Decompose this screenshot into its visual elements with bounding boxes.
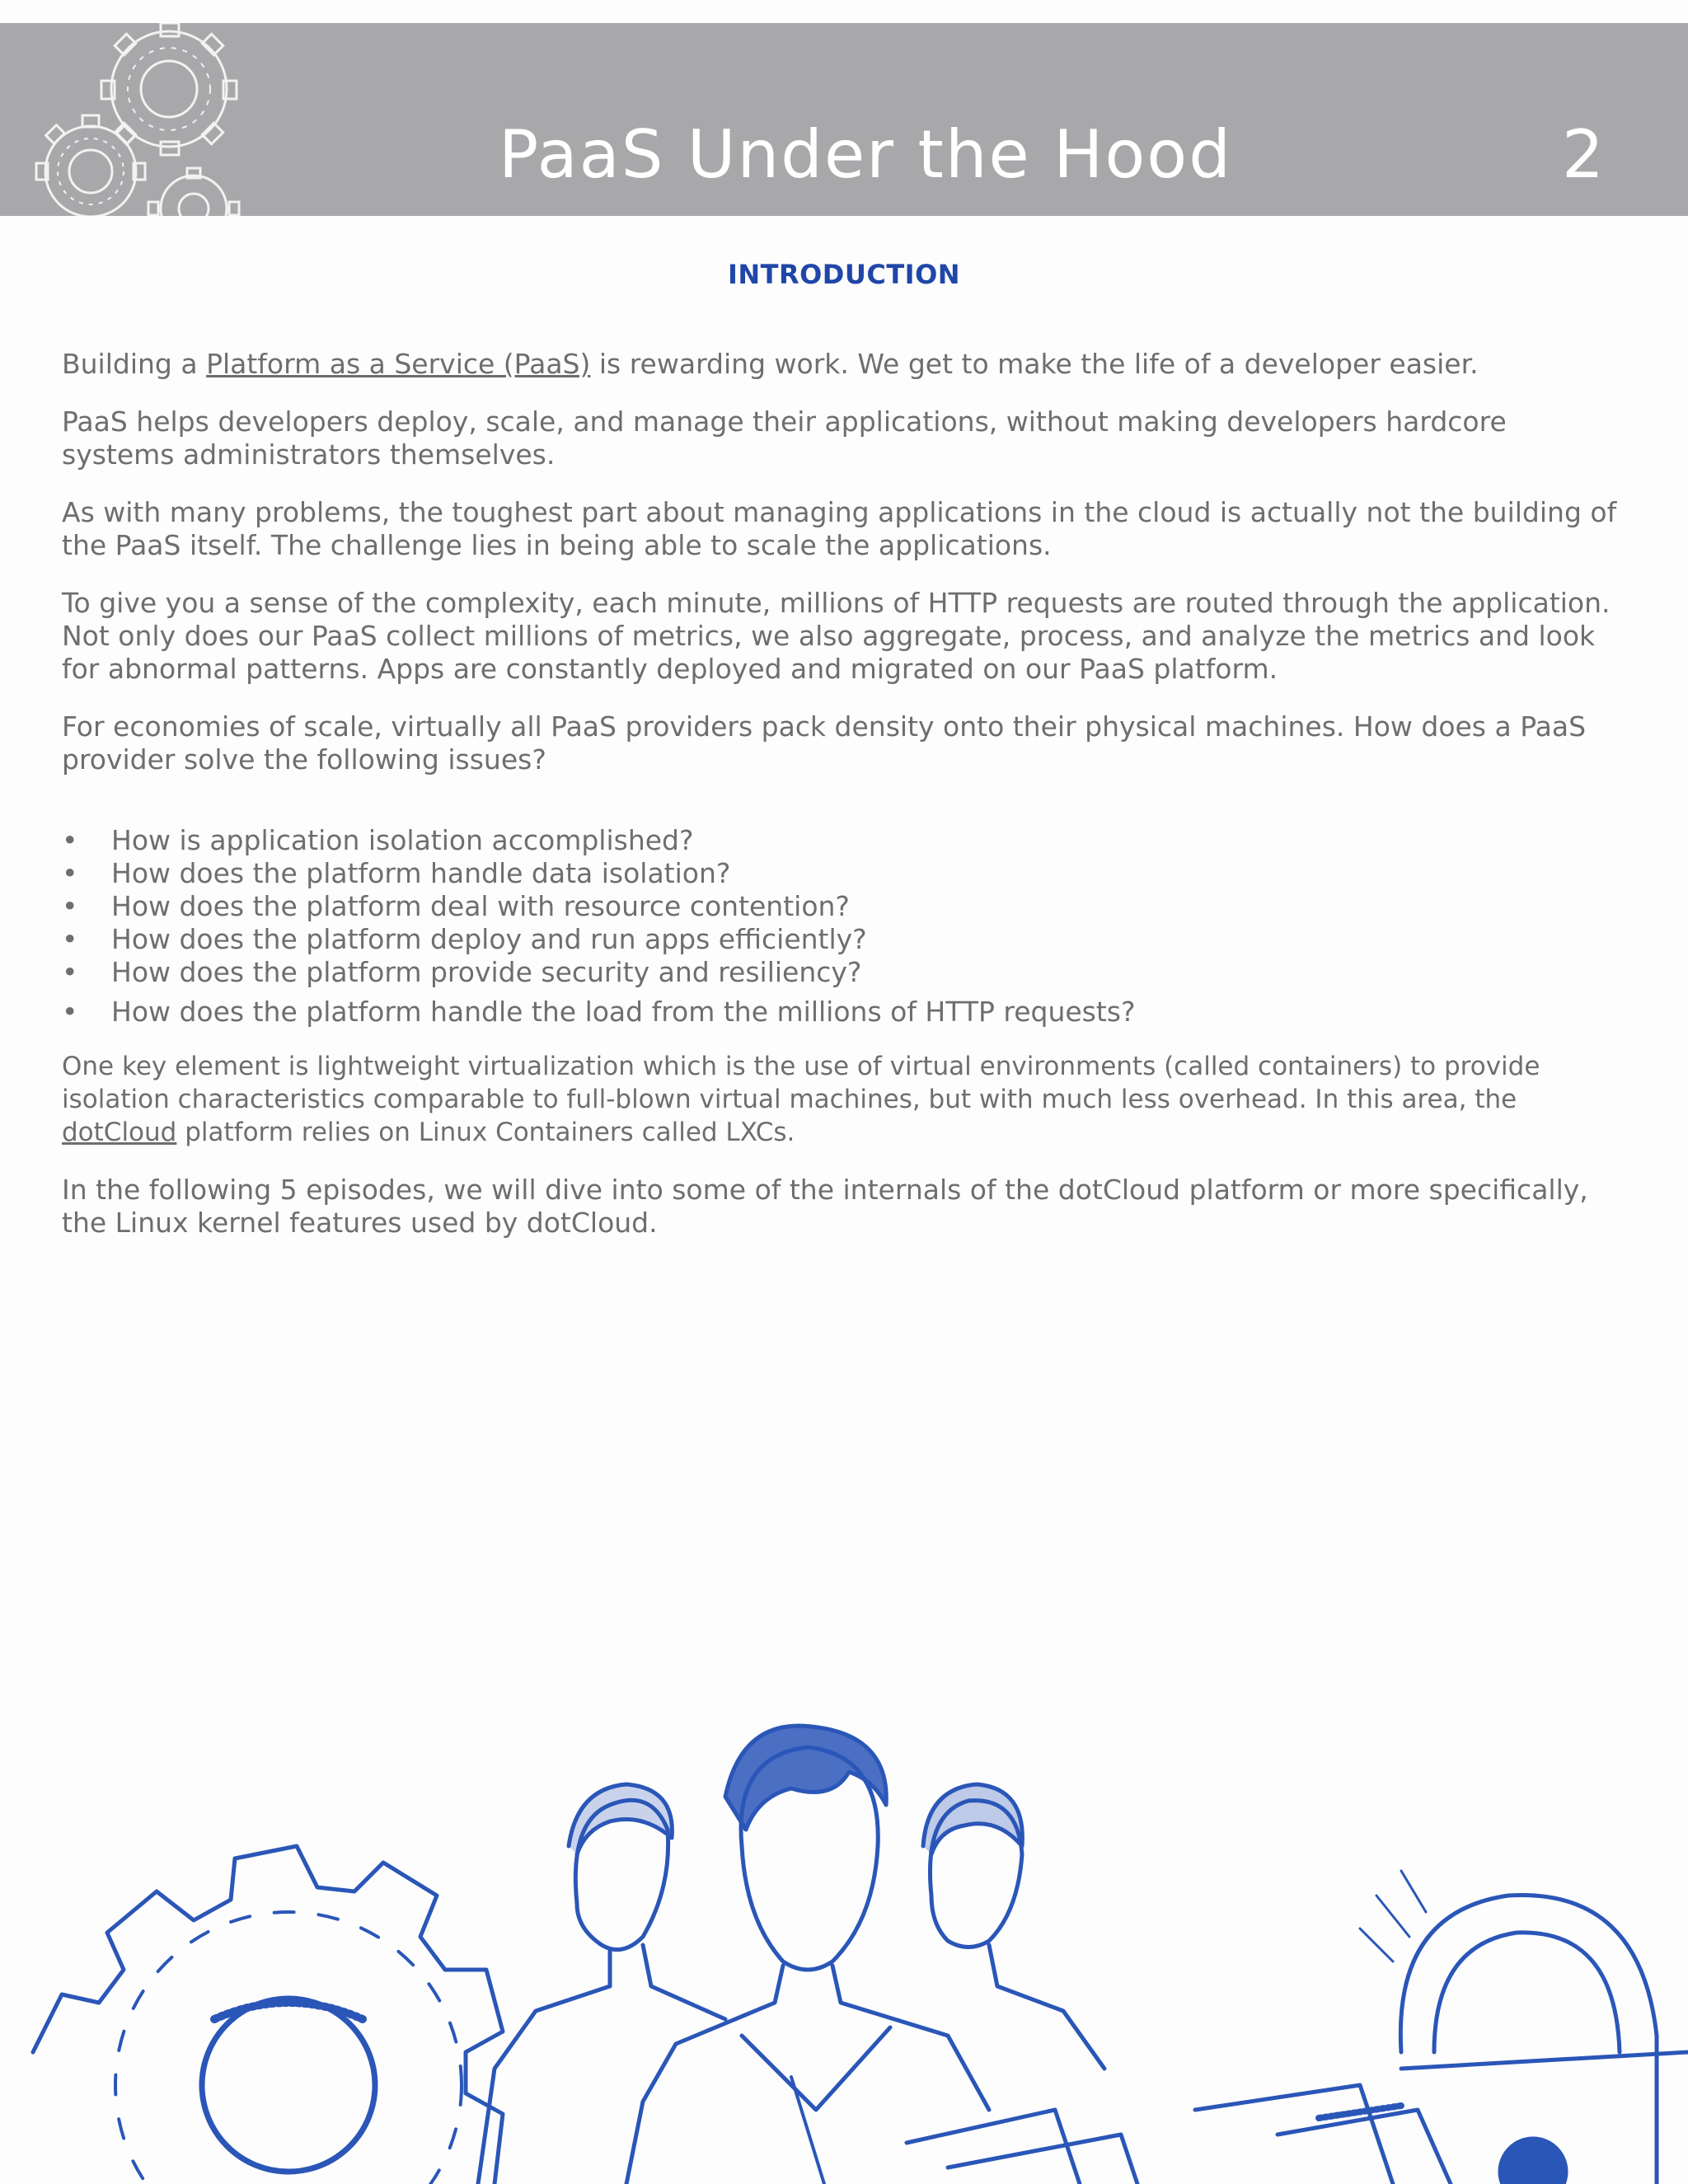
list-item-text: How does the platform handle the load from the millions of HTTP requests? bbox=[111, 996, 1136, 1028]
bullet-icon: • bbox=[62, 857, 78, 889]
header-banner bbox=[0, 23, 1688, 216]
bullet-icon: • bbox=[62, 996, 78, 1028]
padlock-icon bbox=[1360, 1871, 1688, 2184]
list-item-text: How does the platform deploy and run apps efficiently? bbox=[111, 923, 867, 955]
person-left bbox=[478, 1784, 725, 2184]
paragraph-lightweight-virtualization bbox=[62, 1050, 1624, 1149]
dotcloud-link[interactable]: dotCloud bbox=[62, 1118, 177, 1147]
page-title: PaaS Under the Hood bbox=[499, 116, 1233, 193]
list-item-text: How does the platform deal with resource contention? bbox=[111, 890, 850, 922]
bullet-icon: • bbox=[62, 923, 78, 955]
bullet-icon: • bbox=[62, 824, 78, 856]
gear-icon bbox=[33, 1846, 503, 2184]
folders-icon bbox=[907, 2085, 1451, 2184]
paragraph-economies: For economies of scale, virtually all PaaS providers pack density onto their physical machines. How does a PaaS provider solve the following issues? bbox=[62, 710, 1587, 776]
list-item bbox=[62, 956, 1624, 989]
paragraph-intro bbox=[62, 348, 1624, 381]
paragraph-text: One key element is lightweight virtualization which is the use of virtual environments (called containers) to provide isolation characteristics comparable to full-blown virtual machines, but with much less overhead. In this area, the bbox=[62, 1052, 1540, 1114]
issues-list bbox=[62, 824, 1624, 1029]
list-item bbox=[62, 857, 1624, 890]
paragraph-text: is rewarding work. We get to make the life of a developer easier. bbox=[590, 348, 1479, 380]
list-item bbox=[62, 890, 1624, 923]
list-item-text: How does the platform handle data isolation? bbox=[111, 857, 731, 889]
list-item-text: How does the platform provide security and resiliency? bbox=[111, 956, 862, 988]
body-content bbox=[62, 348, 1624, 1264]
paragraph-text: Building a bbox=[62, 348, 207, 380]
page-number: 2 bbox=[1562, 116, 1604, 193]
person-center bbox=[626, 1726, 989, 2184]
list-item-text: How is application isolation accomplished? bbox=[111, 824, 694, 856]
list-item bbox=[62, 996, 1624, 1029]
list-item bbox=[62, 923, 1624, 956]
bullet-icon: • bbox=[62, 956, 78, 988]
paragraph-toughest-part: As with many problems, the toughest part about managing applications in the cloud is actually not the building of the PaaS itself. The challenge lies in being able to scale the applications. bbox=[62, 496, 1617, 561]
team-gear-padlock-illustration bbox=[0, 1722, 1688, 2184]
paragraph-episodes: In the following 5 episodes, we will dive into some of the internals of the dotCloud platform or more specifically, the Linux kernel features used by dotCloud. bbox=[62, 1174, 1588, 1239]
paas-link[interactable]: Platform as a Service (PaaS) bbox=[206, 348, 591, 380]
paragraph-complexity: To give you a sense of the complexity, each minute, millions of HTTP requests are routed through the application. Not only does our PaaS collect millions of metrics, we also aggregate, process, and analyze the metrics and look for abnormal patterns. Apps are constantly deployed and migrated on our PaaS platform. bbox=[62, 587, 1611, 685]
paragraph-text: platform relies on Linux Containers called LXCs. bbox=[176, 1118, 795, 1147]
bullet-icon: • bbox=[62, 890, 78, 922]
list-item bbox=[62, 824, 1624, 857]
paragraph-paas-helps: PaaS helps developers deploy, scale, and manage their applications, without making developers hardcore systems administrators themselves. bbox=[62, 405, 1507, 471]
section-heading: INTRODUCTION bbox=[727, 259, 961, 290]
gears-sketch-icon bbox=[16, 23, 297, 216]
person-right bbox=[923, 1784, 1104, 2069]
